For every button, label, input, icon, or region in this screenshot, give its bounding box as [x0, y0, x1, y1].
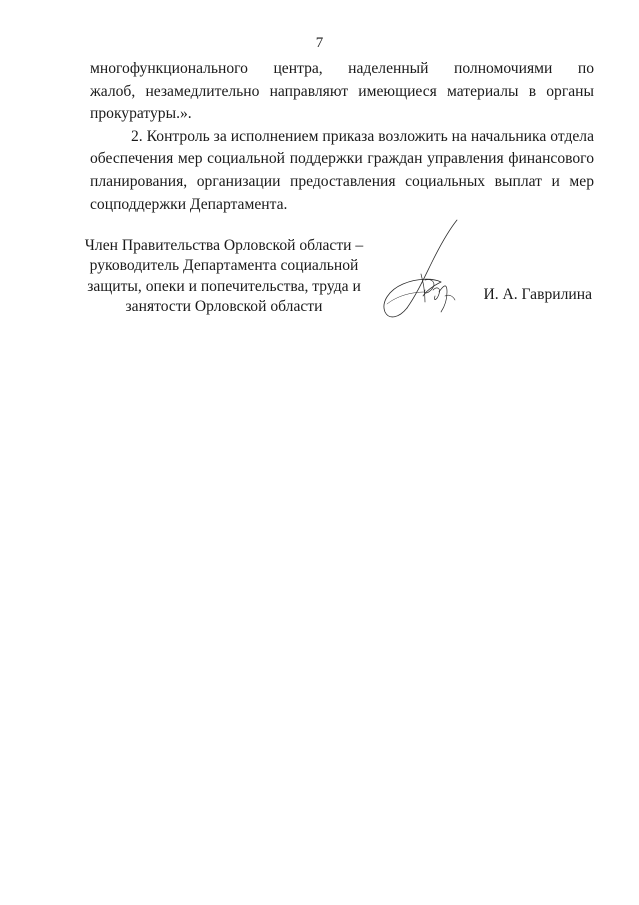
page-number: 7 [315, 35, 324, 51]
body-line: соцподдержки Департамента. [90, 195, 288, 213]
signatory-position [84, 236, 364, 317]
body-line: жалоб, незамедлительно направляют имеющиеся материалы в органы [90, 82, 594, 100]
body-text [90, 58, 594, 216]
position-line: руководитель Департамента социальной [89, 257, 359, 275]
body-line: планирования, организации предоставления социальных выплат и мер [90, 172, 594, 190]
handwritten-signature [377, 216, 472, 324]
body-line: обеспечения мер социальной поддержки граждан управления финансового [90, 150, 594, 168]
position-line: защиты, опеки и попечительства, труда и [87, 277, 361, 295]
body-line: прокуратуры.». [90, 105, 192, 123]
body-line: многофункционального центра, наделенный полномочиями по [90, 60, 594, 77]
paragraph-2-first-line: 2. Контроль за исполнением приказа возложить на начальника отдела [131, 127, 594, 145]
signer-name: И. А. Гаврилина [483, 286, 592, 303]
position-line: занятости Орловской области [125, 297, 323, 315]
position-line: Член Правительства Орловской области – [84, 237, 364, 254]
